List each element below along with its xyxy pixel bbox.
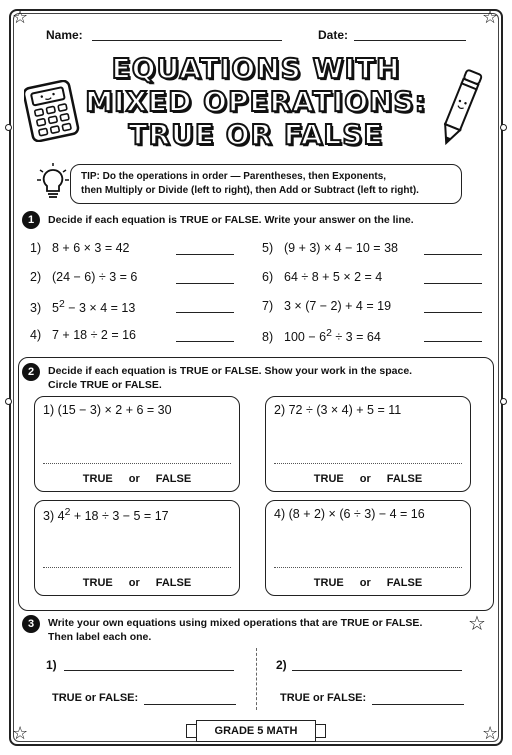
own-tf-label-1: TRUE or FALSE: (52, 692, 139, 704)
lightbulb-icon (36, 162, 70, 202)
star-icon: ☆ (468, 613, 486, 635)
work-box-1[interactable] (34, 396, 240, 492)
true-option[interactable]: TRUE (313, 473, 344, 485)
work-box-4[interactable] (265, 500, 471, 596)
own-tf-label-2: TRUE or FALSE: (280, 692, 367, 704)
section-2-number: 2 (22, 363, 40, 381)
answer-line-2[interactable] (176, 283, 234, 284)
own-equation-1-field[interactable] (64, 670, 234, 671)
tip-line-1: TIP: Do the operations in order — Parentheses, then Exponents, (81, 171, 387, 182)
answer-line-8[interactable] (424, 341, 482, 342)
own-equation-1-label: 1) (46, 658, 57, 672)
work-line (274, 567, 462, 568)
star-icon: ☆ (482, 7, 499, 27)
work-equation-4: 4) (8 + 2) × (6 ÷ 3) − 4 = 16 (274, 507, 425, 521)
work-box-2[interactable] (265, 396, 471, 492)
title-line-2: MIXED OPERATIONS: (85, 85, 427, 118)
name-label: Name: (46, 28, 83, 42)
true-option[interactable]: TRUE (313, 577, 344, 589)
name-field[interactable] (92, 40, 282, 41)
tip-box (70, 164, 462, 204)
pencil-icon (436, 66, 486, 152)
grade-banner: GRADE 5 MATH (196, 720, 316, 742)
star-icon: ☆ (12, 723, 29, 743)
border-dot (5, 124, 12, 131)
date-field[interactable] (354, 40, 466, 41)
false-option[interactable]: FALSE (155, 577, 192, 589)
own-equation-2-label: 2) (276, 658, 287, 672)
section-1-instruction: Decide if each equation is TRUE or FALSE. Write your answer on the line. (48, 214, 414, 226)
answer-line-6[interactable] (424, 283, 482, 284)
true-false-choice: TRUE or FALSE (82, 473, 192, 485)
work-line (274, 463, 462, 464)
work-equation-3: 3) $4^2 + 18 \div 3 - 5 = 17$ (43, 507, 169, 524)
worksheet-header (46, 28, 466, 44)
title-line-3: TRUE OR FALSE (128, 118, 384, 151)
answer-line-3[interactable] (176, 312, 234, 313)
work-line (43, 567, 231, 568)
section-1-number: 1 (22, 211, 40, 229)
answer-line-1[interactable] (176, 254, 234, 255)
answer-line-4[interactable] (176, 341, 234, 342)
work-line (43, 463, 231, 464)
section-3-instruction: Write your own equations using mixed operations that are TRUE or FALSE. Then label each one. (48, 617, 423, 643)
own-tf-field-1[interactable] (144, 704, 236, 705)
equation-3: 3) $5^2 - 3 \times 4 = 13$ (30, 299, 136, 316)
equation-7: 7) 3 × (7 − 2) + 4 = 19 (262, 299, 392, 313)
true-option[interactable]: TRUE (82, 577, 113, 589)
section-3-divider (256, 648, 257, 710)
star-icon: ☆ (12, 7, 29, 27)
equation-1: 1) 8 + 6 × 3 = 42 (30, 241, 130, 255)
equation-2: 2) (24 − 6) ÷ 3 = 6 (30, 270, 138, 284)
true-false-choice: TRUE or FALSE (82, 577, 192, 589)
border-dot (500, 124, 507, 131)
false-option[interactable]: FALSE (386, 473, 423, 485)
equation-5: 5) (9 + 3) × 4 − 10 = 38 (262, 241, 398, 255)
true-option[interactable]: TRUE (82, 473, 113, 485)
own-tf-field-2[interactable] (372, 704, 464, 705)
work-equation-2: 2) 72 ÷ (3 × 4) + 5 = 11 (274, 403, 402, 417)
answer-line-7[interactable] (424, 312, 482, 313)
work-equation-1: 1) (15 − 3) × 2 + 6 = 30 (43, 403, 172, 417)
true-false-choice: TRUE or FALSE (313, 473, 423, 485)
section-2-instruction: Decide if each equation is TRUE or FALSE. Show your work in the space. Circle TRUE or FALSE. (48, 365, 413, 391)
equation-4: 4) 7 + 18 ÷ 2 = 16 (30, 328, 137, 342)
true-false-choice: TRUE or FALSE (313, 577, 423, 589)
work-box-3[interactable] (34, 500, 240, 596)
false-option[interactable]: FALSE (155, 473, 192, 485)
equation-8: 8) $100 - 6^2 \div 3 = 64$ (262, 328, 381, 345)
worksheet-title (80, 52, 432, 151)
star-icon: ☆ (482, 723, 499, 743)
border-dot (500, 398, 507, 405)
date-label: Date: (318, 28, 349, 42)
section-3-number: 3 (22, 615, 40, 633)
tip-line-2: then Multiply or Divide (left to right), then Add or Subtract (left to right). (81, 185, 419, 196)
own-equation-2-field[interactable] (292, 670, 462, 671)
border-dot (5, 398, 12, 405)
equation-6: 6) 64 ÷ 8 + 5 × 2 = 4 (262, 270, 383, 284)
calculator-icon (24, 80, 82, 142)
answer-line-5[interactable] (424, 254, 482, 255)
title-line-1: EQUATIONS WITH (111, 52, 401, 85)
false-option[interactable]: FALSE (386, 577, 423, 589)
